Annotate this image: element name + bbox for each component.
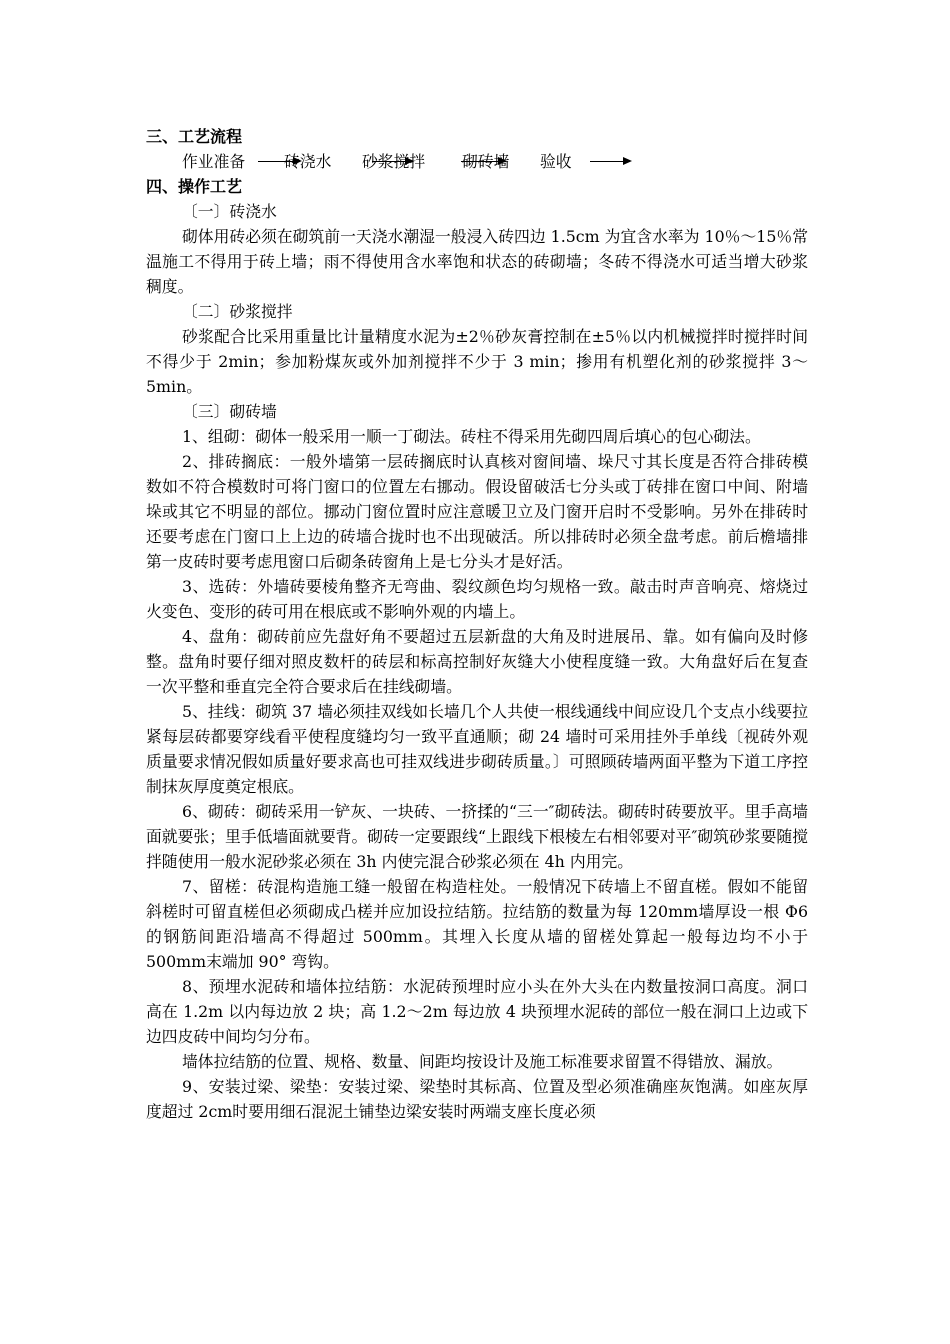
paragraph-embedded-bricks: 8、预埋水泥砖和墙体拉结筋：水泥砖预埋时应小头在外大头在内数量按洞口高度。洞口高在 1.2m 以内每边放 2 块；高 1.2～2m 每边放 4 块预埋水泥砖的部位一般在洞口上边或下边四皮砖中间均匀分布。 — [146, 977, 808, 1046]
subheading-brick-watering: 〔一〕砖浇水 — [182, 202, 277, 221]
paragraph-toothing: 7、留槎：砖混构造施工缝一般留在构造柱处。一般情况下砖墙上不留直槎。假如不能留斜槎时可留直槎但必须砌成凸槎并应加设拉结筋。拉结筋的数量为每 120mm墙厚设一根 Φ6 的钢筋间距沿墙高不得超过 500mm。其埋入长度从墙的留槎处算起一般每边均不小于 500mm末端加 90° 弯钩。 — [146, 877, 808, 971]
subheading-brick-wall: 〔三〕砌砖墙 — [182, 402, 277, 421]
flow-step-mortar: 砂浆搅拌 — [362, 152, 426, 171]
paragraph-mortar-mixing: 砂浆配合比采用重量比计量精度水泥为±2％砂灰膏控制在±5％以内机械搅拌时搅拌时间不得少于 2min；参加粉煤灰或外加剂搅拌不少于 3 min；掺用有机塑化剂的砂浆搅拌 3～5min。 — [146, 327, 808, 396]
section-heading-process: 三、工艺流程 — [146, 127, 243, 146]
flow-step-masonry: 砌砖墙 — [462, 152, 510, 171]
flow-arrow-icon — [590, 161, 630, 162]
paragraph-corner-building: 4、盘角：砌砖前应先盘好角不要超过五层新盘的大角及时进展吊、靠。如有偏向及时修整。盘角时要仔细对照皮数杆的砖层和标高控制好灰缝大小使程度缝一致。大角盘好后在复查一次平整和垂直完全符合要求后在挂线砌墙。 — [146, 627, 808, 696]
section-heading-operation: 四、操作工艺 — [146, 177, 243, 196]
paragraph-brick-watering: 砌体用砖必须在砌筑前一天浇水潮湿一般浸入砖四边 1.5cm 为宜含水率为 10％～15％常温施工不得用于砖上墙；雨不得使用含水率饱和状态的砖砌墙；冬砖不得浇水可适当增大砂浆稠度。 — [146, 227, 808, 296]
flow-step-watering: 砖浇水 — [284, 152, 332, 171]
paragraph-bricklaying: 6、砌砖：砌砖采用一铲灰、一块砖、一挤揉的“三一″砌砖法。砌砖时砖要放平。里手高墙面就要张；里手低墙面就要背。砌砖一定要跟线“上跟线下根棱左右相邻要对平″砌筑砂浆要随搅拌随使用一般水泥砂浆必须在 3h 内使完混合砂浆必须在 4h 内用完。 — [146, 802, 808, 871]
paragraph-brick-layout: 2、排砖搁底：一般外墙第一层砖搁底时认真核对窗间墙、垛尺寸其长度是否符合排砖模数如不符合模数时可将门窗口的位置左右挪动。假设留破活七分头或丁砖排在窗口中间、附墙垛或其它不明显的部位。挪动门窗位置时应注意暖卫立及门窗开启时不受影响。另外在排砖时还要考虑在门窗口上上边的砖墙合拢时也不出现破活。所以排砖时必须全盘考虑。前后檐墙排第一皮砖时要考虑甩窗口后砌条砖窗角上是七分头才是好活。 — [146, 452, 808, 571]
subheading-mortar-mixing: 〔二〕砂浆搅拌 — [182, 302, 293, 321]
flow-step-prep: 作业准备 — [182, 152, 246, 171]
document-page — [146, 124, 808, 1124]
paragraph-lintel-install: 9、安装过梁、梁垫：安装过梁、梁垫时其标高、位置及型必须准确座灰饱满。如座灰厚度超过 2cm时要用细石混泥土铺垫边梁安装时两端支座长度必须 — [146, 1077, 808, 1121]
paragraph-brick-selection: 3、选砖：外墙砖要棱角整齐无弯曲、裂纹颜色均匀规格一致。敲击时声音响亮、熔烧过火变色、变形的砖可用在根底或不影响外观的内墙上。 — [146, 577, 808, 621]
paragraph-tie-bars: 墙体拉结筋的位置、规格、数量、间距均按设计及施工标准要求留置不得错放、漏放。 — [182, 1052, 783, 1071]
flow-step-acceptance: 验收 — [540, 152, 572, 171]
paragraph-line-hanging: 5、挂线：砌筑 37 墙必须挂双线如长墙几个人共使一根线通线中间应设几个支点小线要拉紧每层砖都要穿线看平使程度缝均匀一致平直通顺；砌 24 墙时可采用挂外手单线〔视砖外观质量要求情况假如质量好要求高也可挂双线进步砌砖质量。〕可照顾砖墙两面平整为下道工序控制抹灰厚度奠定根底。 — [146, 702, 808, 796]
paragraph-bond-pattern: 1、组砌：砌体一般采用一顺一丁砌法。砖柱不得采用先砌四周后填心的包心砌法。 — [182, 427, 761, 446]
process-flow — [146, 149, 808, 174]
